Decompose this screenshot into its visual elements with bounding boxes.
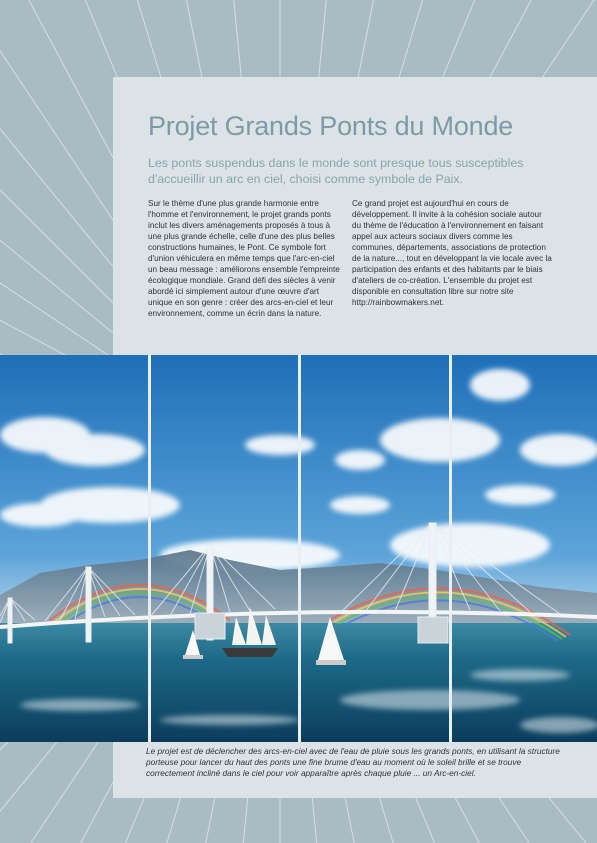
bridge-photo-illustration [0,355,597,742]
body-column-1: Sur le thème d'une plus grande harmonie entre l'homme et l'environnement, le projet grands ponts inclut les divers aménagements proposés à tous à une plus grande échelle, celle d'une des plus belles constructions humaines, le Pont. Ce symbole fort d'union véhiculera en même temps que l'arc-en-ciel un beau message : améliorons ensemble l'empreinte écologique mondiale. Grand défi des siècles à venir abordé ici simplement autour d'une œuvre d'art unique en son genre : créer des arcs-en-ciel et leur environnement, comme un écrin dans la nature. [148,199,340,318]
body-column-2: Ce grand projet est aujourd'hui en cours de développement. Il invite à la cohésion sociale autour du thème de l'éducation à l'environnement en faisant appel aux acteurs sociaux divers comme les communes, départements, associations de protection de la nature..., tout en développant la vie locale avec la participation des enfants et des habitants par le biais d'ateliers de co-création. L'ensemble du projet est disponible en consultation libre sur notre site http://rainbowmakers.net. [352,199,552,307]
page-title: Projet Grands Ponts du Monde [148,111,514,141]
text-panel [113,77,597,355]
bridge-photo [0,355,597,742]
page-subtitle: Les ponts suspendus dans le monde sont presque tous susceptibles d'accueillir un arc en ciel, choisi comme symbole de Paix. [148,156,524,186]
caption-panel [113,742,597,798]
photo-caption: Le projet est de déclencher des arcs-en-ciel avec de l'eau de pluie sous les grands ponts, en utilisant la structure porteuse pour lancer du haut des ponts une fine brume d'eau au moment où le soleil brille et se trouve correctement incliné dans le ciel pour voir apparaître après chaque pluie ... un Arc-en-ciel. [146,746,560,778]
